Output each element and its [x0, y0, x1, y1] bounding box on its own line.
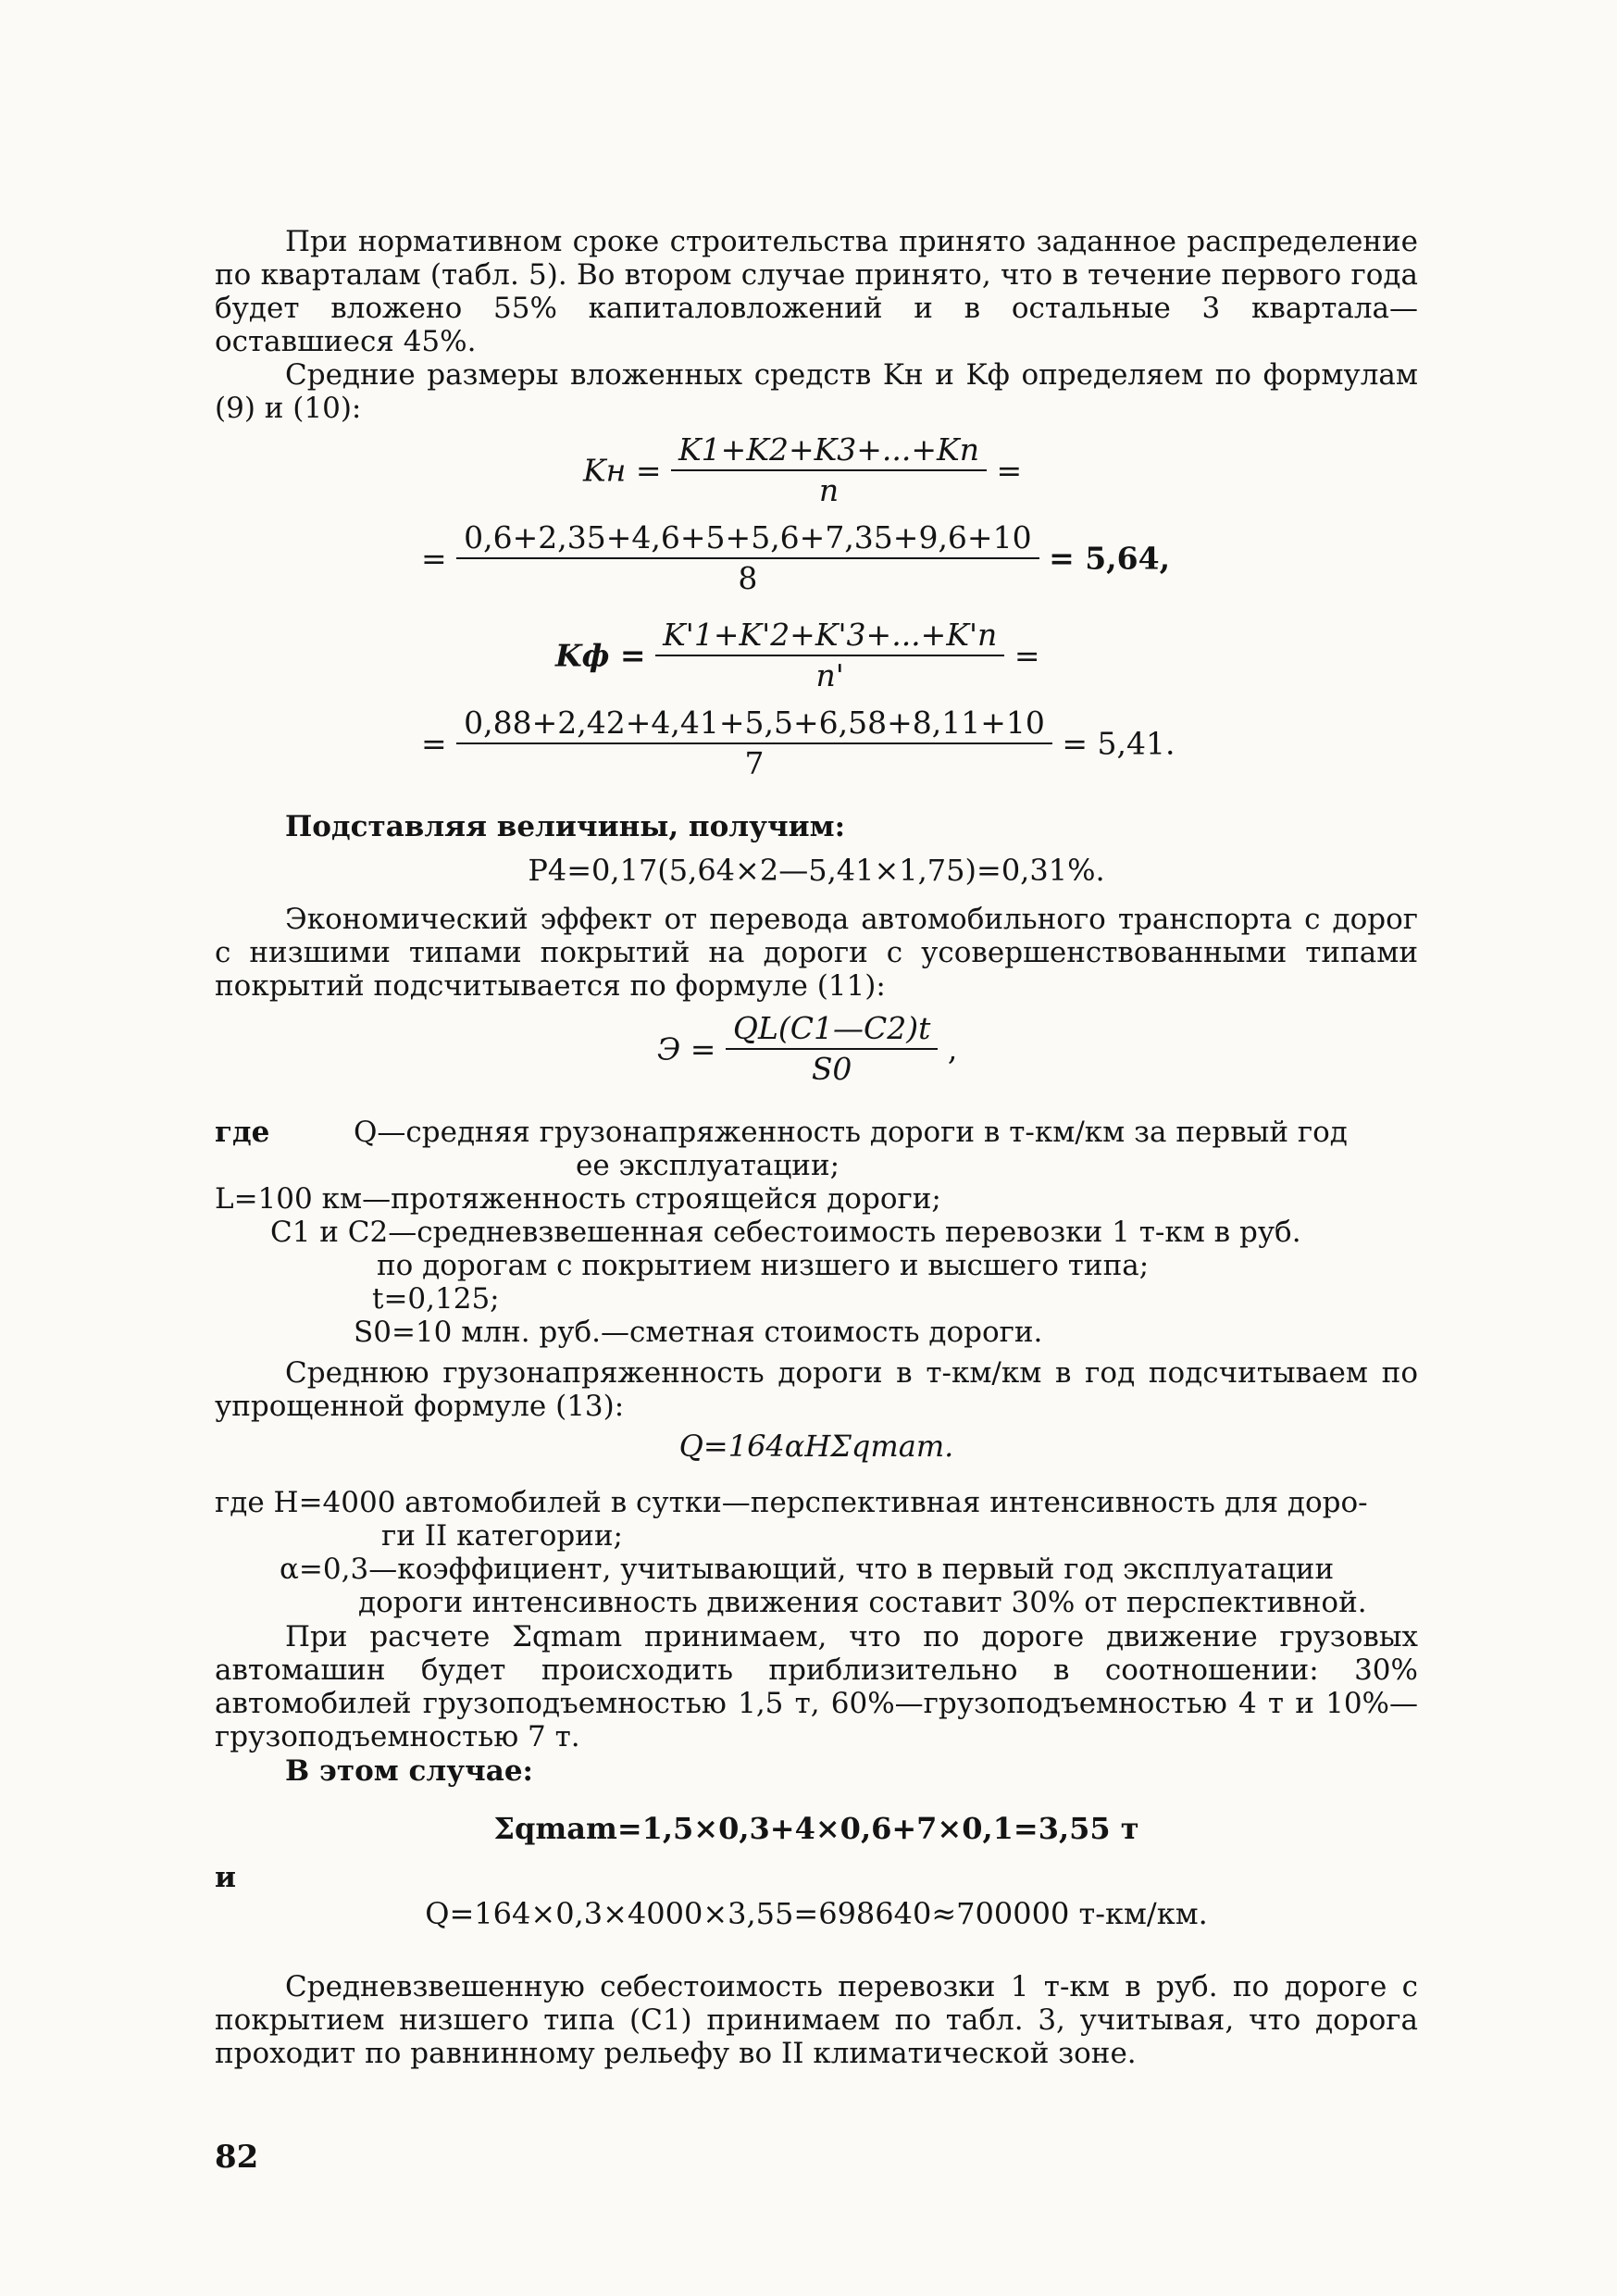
formula-k-n-values-lhs: = — [421, 540, 447, 577]
definition-q: Q—средняя грузонапряженность дороги в т-км/км за первый год — [354, 1116, 1348, 1149]
formula-k-f-values-denominator: 7 — [744, 745, 765, 781]
formula-k-f-result: = 5,41. — [1062, 725, 1175, 762]
definition-l: L=100 км—протяженность строящейся дороги; — [215, 1182, 941, 1216]
formula-effect-lhs: Э = — [657, 1030, 716, 1067]
formula-k-f-values-lhs: = — [421, 725, 447, 762]
page-number: 82 — [215, 2139, 259, 2176]
formula-k-f-values-numerator: 0,88+2,42+4,41+5,5+6,58+8,11+10 — [456, 704, 1052, 744]
definition-alpha-cont: дороги интенсивность движения составит 30% от перспективной. — [358, 1586, 1367, 1619]
definition-h-cont: ги II категории; — [381, 1519, 623, 1553]
paragraph-7: В этом случае: — [285, 1754, 533, 1788]
definition-q-cont: ее эксплуатации; — [576, 1149, 840, 1182]
paragraph-1: При нормативном сроке строительства принято заданное распределение по кварталам (табл. 5). Во втором случае принято, что в течение первого года будет вложено 55% капиталовложений и в остальные 3 квартала— оставшиеся 45%. — [215, 225, 1418, 358]
formula-k-n-denominator: n — [818, 472, 840, 508]
definition-s0: S0=10 млн. руб.—сметная стоимость дороги. — [354, 1316, 1043, 1349]
formula-k-f-rhs: = — [1014, 637, 1040, 674]
paragraph-4: Экономический эффект от перевода автомобильного транспорта с дорог с низшими типами покрытий на дороги с усовершенствованными типами покрытий подсчитывается по формуле (11): — [215, 903, 1418, 1003]
conjunction-and: и — [215, 1861, 236, 1894]
paragraph-6: При расчете Σqmam принимаем, что по дороге движение грузовых автомашин будет происходить приблизительно в соотношении: 30% автомобилей грузоподъемностью 1,5 т, 60%—грузоподъемностью 4 т и 10%— грузоподъемностью 7 т. — [215, 1620, 1418, 1753]
formula-effect-numerator: QL(C1—C2)t — [726, 1009, 938, 1050]
paragraph-2: Средние размеры вложенных средств Kн и Kф определяем по формулам (9) и (10): — [215, 358, 1418, 425]
formula-k-n-values-denominator: 8 — [738, 560, 758, 596]
definition-t: t=0,125; — [372, 1282, 500, 1316]
formula-k-n — [583, 430, 1022, 510]
definition-c1-c2-cont: по дорогам с покрытием низшего и высшего типа; — [377, 1249, 1150, 1282]
formula-effect-denominator: S0 — [811, 1051, 852, 1087]
paragraph-3: Подставляя величины, получим: — [285, 810, 846, 843]
paragraph-8: Средневзвешенную себестоимость перевозки 1 т-км в руб. по дороге с покрытием низшего типа (C1) принимаем по табл. 3, учитывая, что дорога проходит по равнинному рельефу во II климатической зоне. — [215, 1970, 1418, 2070]
formula-effect — [657, 1009, 957, 1089]
formula-q: Q=164αHΣqmam. — [678, 1429, 954, 1464]
formula-k-f-numerator: K'1+K'2+K'3+...+K'n — [655, 616, 1004, 656]
formula-k-f-denominator: n' — [815, 657, 844, 693]
formula-k-n-lhs: Kн = — [583, 452, 662, 489]
formula-k-f-lhs: Kф = — [555, 637, 646, 674]
definition-alpha: α=0,3—коэффициент, учитывающий, что в первый год эксплуатации — [280, 1553, 1335, 1586]
formula-k-n-values — [421, 518, 1170, 598]
formula-k-n-rhs: = — [996, 452, 1023, 489]
formula-effect-rhs: , — [947, 1030, 958, 1067]
formula-k-n-result: = 5,64, — [1049, 540, 1171, 577]
formula-sum: Σqmam=1,5×0,3+4×0,6+7×0,1=3,55 т — [493, 1811, 1139, 1846]
definition-label-where: где — [215, 1116, 270, 1149]
paragraph-5: Среднюю грузонапряженность дороги в т-км/км в год подсчитываем по упрощенной формуле (13): — [215, 1356, 1418, 1423]
definition-h: где H=4000 автомобилей в сутки—перспективная интенсивность для доро- — [215, 1486, 1368, 1519]
formula-k-f — [555, 616, 1039, 695]
definition-c1-c2: C1 и C2—средневзвешенная себестоимость перевозки 1 т-км в руб. — [270, 1216, 1301, 1249]
formula-k-n-values-numerator: 0,6+2,35+4,6+5+5,6+7,35+9,6+10 — [456, 518, 1039, 559]
formula-q-result: Q=164×0,3×4000×3,55=698640≈700000 т-км/км. — [425, 1896, 1208, 1931]
formula-p4: P4=0,17(5,64×2—5,41×1,75)=0,31%. — [528, 853, 1105, 888]
formula-k-f-values — [421, 704, 1175, 783]
formula-k-n-numerator: K1+K2+K3+...+Kn — [671, 430, 987, 471]
